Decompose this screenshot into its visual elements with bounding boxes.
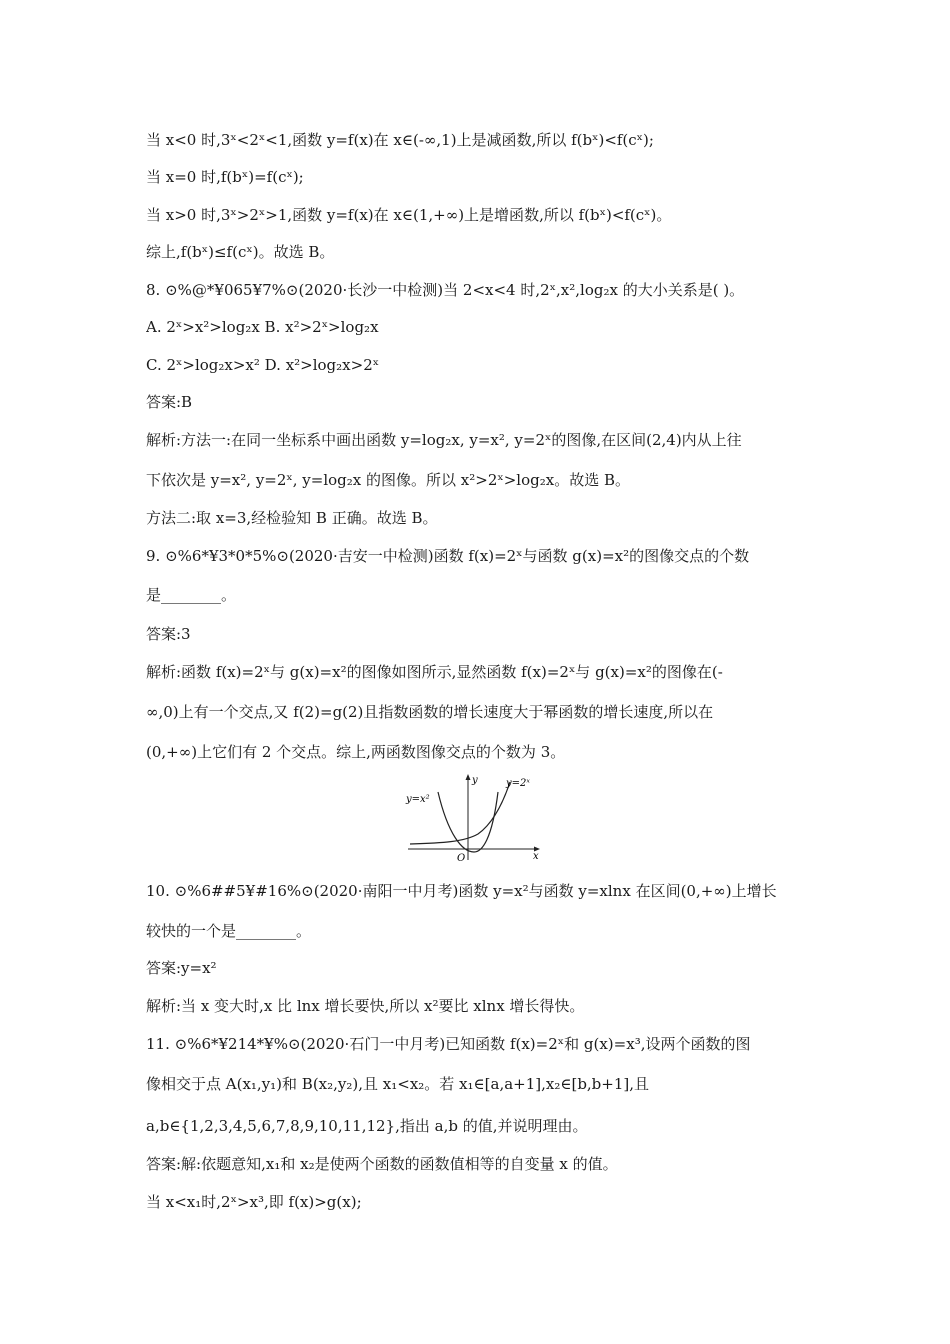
function-graph [402, 772, 548, 864]
text-line: 当 x=0 时,f(bˣ)=f(cˣ); [146, 168, 304, 186]
question-10: 10. ⊙%6##5¥#16%⊙(2020·南阳一中月考)函数 y=x²与函数 y=xlnx 在区间(0,+∞)上增长 [146, 882, 777, 900]
answer-10: 答案:y=x² [146, 959, 217, 977]
y-axis-arrow [466, 774, 471, 780]
text-line: 当 x>0 时,3ˣ>2ˣ>1,函数 y=f(x)在 x∈(1,+∞)上是增函数,所以 f(bˣ)<f(cˣ)。 [146, 206, 672, 224]
question-10-blank: 较快的一个是________。 [146, 922, 312, 940]
analysis-line: 解析:函数 f(x)=2ˣ与 g(x)=x²的图像如图所示,显然函数 f(x)=2ˣ与 g(x)=x²的图像在(- [146, 663, 723, 681]
answer-11-line: 当 x<x₁时,2ˣ>x³,即 f(x)>g(x); [146, 1193, 362, 1211]
analysis-line: ∞,0)上有一个交点,又 f(2)=g(2)且指数函数的增长速度大于幂函数的增长速度,所以在 [146, 703, 714, 721]
question-9-blank: 是________。 [146, 586, 237, 604]
analysis-line: 方法二:取 x=3,经检验知 B 正确。故选 B。 [146, 509, 438, 527]
analysis-line: (0,+∞)上它们有 2 个交点。综上,两函数图像交点的个数为 3。 [146, 743, 566, 761]
text-line: 当 x<0 时,3ˣ<2ˣ<1,函数 y=f(x)在 x∈(-∞,1)上是减函数,所以 f(bˣ)<f(cˣ); [146, 131, 654, 149]
analysis-line: 下依次是 y=x², y=2ˣ, y=log₂x 的图像。所以 x²>2ˣ>log₂x。故选 B。 [146, 471, 630, 489]
question-8: 8. ⊙%@*¥065¥7%⊙(2020·长沙一中检测)当 2<x<4 时,2ˣ,x²,log₂x 的大小关系是( )。 [146, 281, 745, 299]
label-y-equals-x-squared: y=x² [406, 794, 430, 805]
analysis-line: 解析:方法一:在同一坐标系中画出函数 y=log₂x, y=x², y=2ˣ的图像,在区间(2,4)内从上往 [146, 431, 742, 449]
answer-8: 答案:B [146, 393, 193, 411]
question-11-line: 像相交于点 A(x₁,y₁)和 B(x₂,y₂),且 x₁<x₂。若 x₁∈[a,a+1],x₂∈[b,b+1],且 [146, 1075, 650, 1093]
origin-label: O [457, 853, 466, 864]
question-11-line: a,b∈{1,2,3,4,5,6,7,8,9,10,11,12},指出 a,b 的值,并说明理由。 [146, 1117, 588, 1135]
option-line: A. 2ˣ>x²>log₂x B. x²>2ˣ>log₂x [146, 318, 379, 336]
x-axis-label: x [533, 851, 539, 862]
analysis-line: 解析:当 x 变大时,x 比 lnx 增长要快,所以 x²要比 xlnx 增长得快。 [146, 997, 585, 1015]
answer-11: 答案:解:依题意知,x₁和 x₂是使两个函数的函数值相等的自变量 x 的值。 [146, 1155, 618, 1173]
y-axis-label: y [472, 775, 478, 786]
question-11: 11. ⊙%6*¥214*¥%⊙(2020·石门一中月考)已知函数 f(x)=2ˣ和 g(x)=x³,设两个函数的图 [146, 1035, 751, 1053]
label-y-equals-2-to-x: y=2ˣ [506, 778, 530, 789]
text-line: 综上,f(bˣ)≤f(cˣ)。故选 B。 [146, 243, 335, 261]
question-9: 9. ⊙%6*¥3*0*5%⊙(2020·吉安一中检测)函数 f(x)=2ˣ与函数 g(x)=x²的图像交点的个数 [146, 547, 750, 565]
answer-9: 答案:3 [146, 625, 191, 643]
option-line: C. 2ˣ>log₂x>x² D. x²>log₂x>2ˣ [146, 356, 380, 374]
